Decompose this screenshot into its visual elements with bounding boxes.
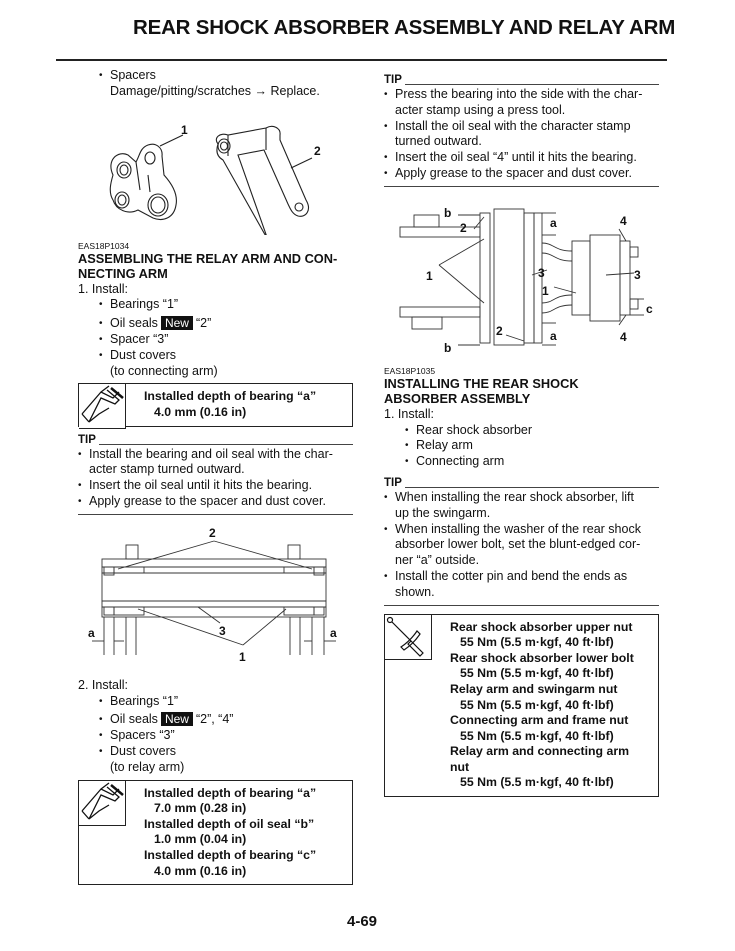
- fig2-label-2: 2: [209, 525, 216, 540]
- torque-value: 55 Nm (5.5 m·kgf, 40 ft·lbf): [460, 666, 614, 681]
- list-item: • Bearings “1”: [99, 297, 353, 313]
- spec-box: [78, 780, 353, 886]
- torque-wrench-icon: [385, 615, 432, 660]
- torque-box: [384, 614, 659, 798]
- fig3-label-1-left: 1: [426, 268, 433, 283]
- tip-rule: [99, 444, 353, 445]
- oil-seal-ref: “2”, “4”: [195, 712, 234, 727]
- tip-end-rule: [78, 514, 353, 515]
- section-heading-line-2: ABSORBER ASSEMBLY: [384, 391, 531, 407]
- tip-line: shown.: [395, 584, 435, 599]
- list-item: • Relay arm: [405, 438, 659, 454]
- tip-rule: [405, 84, 659, 85]
- step-2-label: 2. Install:: [78, 677, 129, 692]
- fig3-label-3-left: 3: [538, 265, 545, 280]
- tip-line: • Install the oil seal with the character stamp: [395, 118, 631, 133]
- fig3-label-3-right: 3: [634, 267, 641, 282]
- tip-line: • Install the cotter pin and bend the ends as: [395, 568, 628, 583]
- fig2-label-a-left: a: [88, 625, 95, 640]
- caliper-icon: [79, 384, 126, 429]
- fig3-label-1-right: 1: [542, 283, 549, 298]
- dust-note: (to connecting arm): [110, 363, 218, 378]
- fig3-label-2-bottom: 2: [496, 323, 503, 338]
- fig1-label-1: 1: [181, 122, 188, 137]
- torque-value: 55 Nm (5.5 m·kgf, 40 ft·lbf): [460, 635, 614, 650]
- left-column: [78, 68, 353, 885]
- tip-item: [384, 569, 659, 601]
- torque-label: Relay arm and swingarm nut: [450, 681, 618, 696]
- fig3-label-4-bottom: 4: [620, 329, 627, 344]
- fig3-label-c: c: [646, 301, 653, 316]
- tip-label: TIP: [384, 476, 402, 489]
- list-item: • Spacer “3”: [99, 332, 353, 348]
- tip-line: • Press the bearing into the side with the char-: [395, 87, 643, 101]
- spec-label: Installed depth of bearing “c”: [144, 847, 317, 862]
- tip-line: acter stamp using a press tool.: [395, 102, 566, 117]
- fig2-label-a-right: a: [330, 625, 337, 640]
- tip-line: • Install the bearing and oil seal with the char-: [89, 446, 333, 461]
- tip-header: [78, 433, 353, 447]
- fig3-label-b-top: b: [444, 205, 452, 220]
- relay-arm-connecting-arm-figure: [78, 100, 353, 235]
- fig3-label-4-top: 4: [620, 213, 627, 228]
- tip-item: [384, 490, 659, 522]
- oil-seals-label: Oil seals: [110, 316, 158, 331]
- relay-arm-bearing-figure: [384, 195, 659, 360]
- dust-note: (to relay arm): [110, 759, 185, 774]
- oil-seals-label: Oil seals: [110, 712, 158, 727]
- section-code: EAS18P1035: [384, 365, 436, 376]
- page-number: 4-69: [347, 913, 378, 930]
- relay-arm-cross-section-figure: [78, 523, 353, 678]
- spacers-check: Damage/pitting/scratches → Replace.: [110, 83, 320, 98]
- list-item: • Dust covers: [99, 744, 353, 760]
- tip-item: [78, 447, 353, 479]
- tip-end-rule: [384, 186, 659, 187]
- torque-value: 55 Nm (5.5 m·kgf, 40 ft·lbf): [460, 697, 614, 712]
- tip-label: TIP: [384, 74, 402, 86]
- tip-item: [384, 87, 659, 119]
- spacers-label: Spacers: [110, 68, 156, 82]
- tip-item: • Apply grease to the spacer and dust cover.: [78, 494, 353, 510]
- list-item: [99, 712, 353, 728]
- list-item: • Bearings “1”: [99, 694, 353, 710]
- section-heading-line-2: NECTING ARM: [78, 266, 168, 282]
- tip-line: acter stamp turned outward.: [89, 462, 245, 477]
- list-item: • Connecting arm: [405, 454, 659, 470]
- section-heading: [384, 376, 659, 407]
- step-1-label: 1. Install:: [384, 406, 435, 421]
- tip-line: • When installing the washer of the rear shock: [395, 521, 641, 536]
- tip-line: • When installing the rear shock absorber, lift: [395, 489, 635, 504]
- fig1-label-2: 2: [314, 143, 321, 158]
- spec-value: 1.0 mm (0.04 in): [154, 832, 247, 847]
- spec-label: Installed depth of bearing “a”: [144, 785, 317, 800]
- section-heading: [78, 251, 353, 282]
- torque-label: Rear shock absorber lower bolt: [450, 650, 634, 665]
- new-badge: New: [161, 712, 193, 726]
- oil-seal-ref: “2”: [195, 316, 212, 331]
- spec-value: 7.0 mm (0.28 in): [154, 801, 247, 816]
- tip-item: • Apply grease to the spacer and dust cover.: [384, 166, 659, 182]
- section-heading-line-1: INSTALLING THE REAR SHOCK: [384, 375, 579, 391]
- torque-label: Relay arm and connecting arm: [450, 744, 630, 759]
- fig3-label-b-bottom: b: [444, 340, 452, 355]
- tip-item: [384, 522, 659, 569]
- tip-rule: [405, 487, 659, 488]
- tip-end-rule: [384, 605, 659, 606]
- tip-header: [384, 476, 659, 490]
- spec-label: Installed depth of oil seal “b”: [144, 816, 315, 831]
- right-column: [384, 73, 659, 797]
- tip-line: ner “a” outside.: [395, 553, 480, 568]
- list-item: • Spacers “3”: [99, 728, 353, 744]
- tip-item: • Insert the oil seal until it hits the bearing.: [78, 478, 353, 494]
- tip-line: absorber lower bolt, set the blunt-edged cor-: [395, 537, 641, 552]
- spec-value: 4.0 mm (0.16 in): [154, 404, 247, 419]
- torque-value: 55 Nm (5.5 m·kgf, 40 ft·lbf): [460, 775, 614, 790]
- page-title: REAR SHOCK ABSORBER ASSEMBLY AND RELAY ARM: [133, 16, 676, 39]
- fig3-label-a-top: a: [550, 215, 557, 230]
- tip-line: turned outward.: [395, 134, 482, 149]
- caliper-icon: [79, 781, 126, 826]
- list-item: • Rear shock absorber: [405, 423, 659, 439]
- tip-item: [384, 119, 659, 151]
- tip-header: [384, 73, 659, 87]
- section-heading-line-1: ASSEMBLING THE RELAY ARM AND CON-: [78, 250, 338, 266]
- fig3-label-2-top: 2: [460, 220, 467, 235]
- tip-label: TIP: [78, 433, 96, 446]
- spec-box: [78, 383, 353, 426]
- torque-label: Rear shock absorber upper nut: [450, 619, 633, 634]
- fig2-label-1: 1: [239, 649, 246, 664]
- fig3-label-a-bottom: a: [550, 328, 557, 343]
- torque-label-cont: nut: [450, 759, 470, 774]
- title-divider: [56, 59, 667, 61]
- spec-label: Installed depth of bearing “a”: [144, 389, 317, 404]
- step-1-label: 1. Install:: [78, 281, 129, 296]
- torque-label: Connecting arm and frame nut: [450, 713, 629, 728]
- tip-item: • Insert the oil seal “4” until it hits the bearing.: [384, 150, 659, 166]
- new-badge: New: [161, 316, 193, 330]
- list-item: [99, 316, 353, 332]
- spacers-item: [99, 68, 353, 84]
- section-code: EAS18P1034: [78, 240, 130, 251]
- spec-value: 4.0 mm (0.16 in): [154, 863, 247, 878]
- tip-line: up the swingarm.: [395, 505, 491, 520]
- fig2-label-3: 3: [219, 623, 226, 638]
- list-item: • Dust covers: [99, 348, 353, 364]
- torque-value: 55 Nm (5.5 m·kgf, 40 ft·lbf): [460, 728, 614, 743]
